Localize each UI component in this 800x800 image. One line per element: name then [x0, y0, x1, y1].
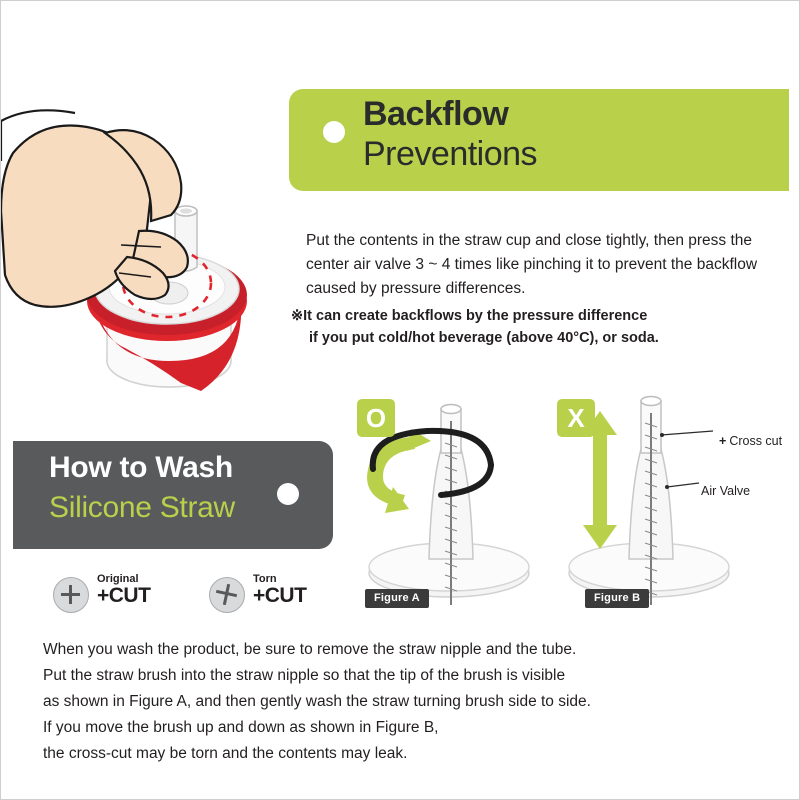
figure-b-incorrect-mark: X	[557, 399, 595, 437]
hand-pinching-straw-cup-lid-illustration	[1, 61, 291, 391]
bullet-dot-icon	[277, 483, 299, 505]
cut-original-big-label: +CUT	[97, 584, 151, 607]
wash-paragraph	[43, 637, 763, 767]
backflow-note	[291, 305, 791, 349]
cut-torn-big-label: +CUT	[253, 584, 307, 607]
wash-paragraph-line-3: as shown in Figure A, and then gently wash the straw turning brush side to side.	[43, 693, 591, 710]
rotation-arrow-icon	[367, 429, 431, 513]
callout-cross-cut-text: Cross cut	[729, 434, 783, 448]
cross-cut-legend	[53, 567, 343, 625]
backflow-paragraph: Put the contents in the straw cup and close tightly, then press the center air valve 3 ~ 4 times like pinching it to prevent the backflow caused by pressure differences.	[306, 232, 758, 297]
backflow-banner	[289, 89, 789, 191]
cut-original-small-label: Original	[97, 573, 139, 585]
backflow-note-line1: ※It can create backflows by the pressure difference	[291, 308, 648, 324]
figure-a-label: Figure A	[365, 589, 429, 608]
wash-title-line1: How to Wash	[49, 451, 233, 484]
bullet-dot-icon	[323, 121, 345, 143]
callout-air-valve: Air Valve	[701, 484, 751, 498]
figure-a-correct-mark: O	[357, 399, 395, 437]
how-to-wash-banner	[13, 441, 333, 549]
wash-paragraph-line-2: Put the straw brush into the straw nipple so that the tip of the brush is visible	[43, 667, 566, 684]
backflow-note-line2: if you put cold/hot beverage (above 40°C), or soda.	[309, 330, 659, 346]
wash-title-line2: Silicone Straw	[49, 491, 235, 524]
wash-paragraph-line-5: the cross-cut may be torn and the contents may leak.	[43, 745, 408, 762]
callout-cross-cut	[719, 434, 782, 448]
cut-torn-small-label: Torn	[253, 573, 277, 585]
plus-symbol-icon: +	[719, 434, 727, 448]
wash-paragraph-line-1: When you wash the product, be sure to remove the straw nipple and the tube.	[43, 641, 577, 658]
cross-cut-torn-icon	[209, 577, 245, 613]
figure-b-label: Figure B	[585, 589, 649, 608]
cut-legend-item-original	[53, 567, 150, 613]
cross-cut-original-icon	[53, 577, 89, 613]
wash-paragraph-line-4: If you move the brush up and down as shown in Figure B,	[43, 719, 439, 736]
backflow-title-line1: Backflow	[363, 95, 509, 133]
cut-legend-item-torn	[209, 567, 306, 613]
backflow-title-line2: Preventions	[363, 135, 538, 173]
